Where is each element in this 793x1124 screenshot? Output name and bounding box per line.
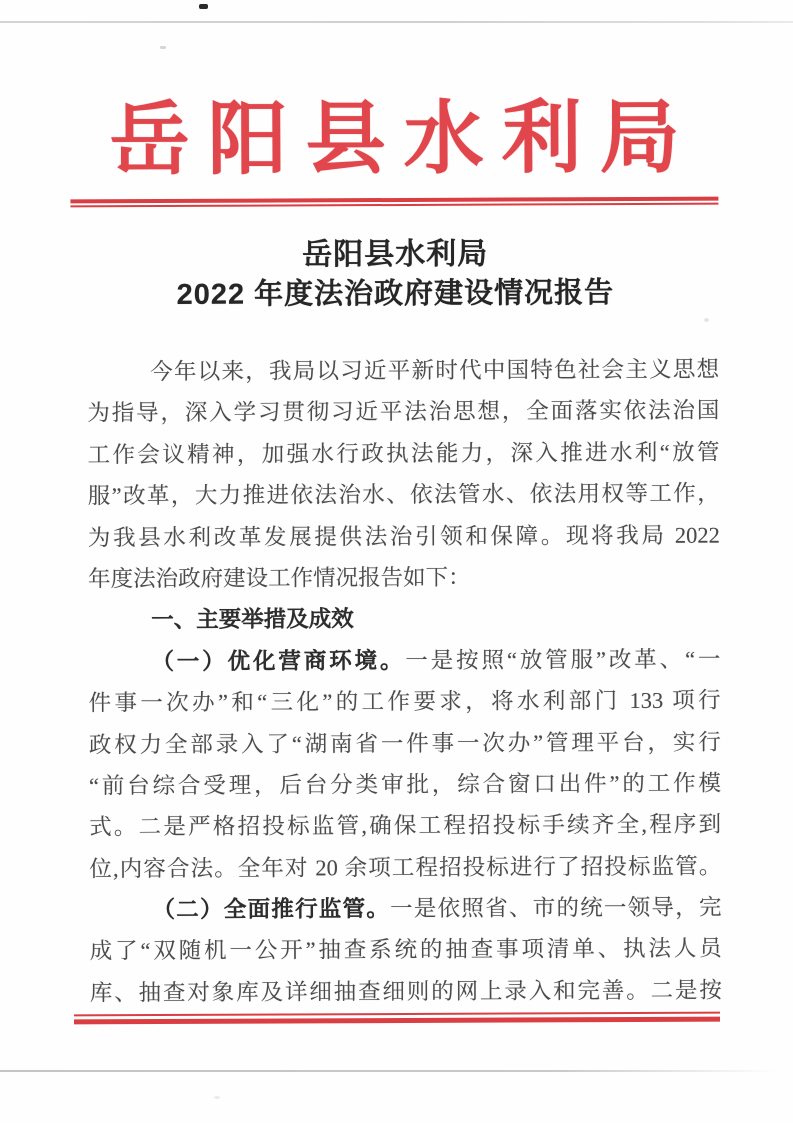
footer-red-rule (74, 1012, 720, 1025)
text-run: 件事一次办”和“三化”的工作要求，将水利部门 133 项行 (88, 687, 721, 716)
body-line (88, 473, 720, 517)
text-run: 位,内容合法。全年对 20 余项工程招投标进行了招投标监管。 (89, 853, 722, 882)
body-line (89, 721, 721, 765)
body-line (87, 349, 719, 393)
document-title-line2: 2022 年度法治政府建设情况报告 (176, 277, 615, 311)
body-line (88, 556, 720, 600)
body-line (89, 762, 721, 806)
document-title-line1: 岳阳县水利局 (302, 237, 489, 272)
text-run: 一是按照“放管服”改革、“一 (405, 646, 721, 673)
text-run: 今年以来，我局以习近平新时代中国特色社会主义思想 (150, 356, 720, 385)
text-run: 服”改革，大力推进依法治水、依法管水、依法用权等工作， (87, 480, 720, 509)
body-line (89, 680, 721, 724)
body-line (89, 804, 721, 848)
section-heading (88, 597, 720, 641)
text-run: 成了“双随机一公开”抽查系统的抽查事项清单、执法人员 (89, 936, 722, 964)
document-body (87, 349, 722, 1014)
body-line (89, 845, 721, 889)
bold-run: （二）全面推行监管。 (152, 896, 391, 923)
text-run: 年度法治政府建设工作情况报告如下： (88, 564, 471, 592)
body-line (88, 638, 720, 682)
letterhead-red-rule (70, 197, 718, 208)
bold-run: （一）优化营商环境。 (151, 647, 406, 674)
text-run: 为我县水利改革发展提供法治引领和保障。现将我局 2022 (87, 522, 720, 550)
text-run: “前台综合受理，后台分类审批，综合窗口出件”的工作模 (88, 770, 722, 799)
letterhead-title: 岳阳县水利局 (109, 94, 698, 186)
body-line (87, 390, 719, 434)
text-run: 库、抽查对象库及详细抽查细则的网上录入和完善。二是按 (89, 977, 722, 1006)
body-line (90, 928, 722, 972)
text-run: 为指导，深入学习贯彻习近平法治思想，全面落实依法治国 (87, 397, 720, 426)
bold-run: 一、主要举措及成效 (151, 606, 354, 633)
text-run: 式。二是严格招投标监管,确保工程招投标手续齐全,程序到 (89, 811, 722, 840)
body-line (88, 514, 720, 558)
text-run: 一是依照省、市的统一领导，完 (390, 894, 722, 922)
body-line (87, 431, 719, 475)
text-run: 政权力全部录入了“湖南省一件事一次办”管理平台，实行 (88, 729, 721, 757)
text-run: 工作会议精神，加强水行政执法能力，深入推进水利“放管 (87, 439, 720, 468)
body-line (90, 969, 722, 1013)
body-line (89, 887, 721, 931)
